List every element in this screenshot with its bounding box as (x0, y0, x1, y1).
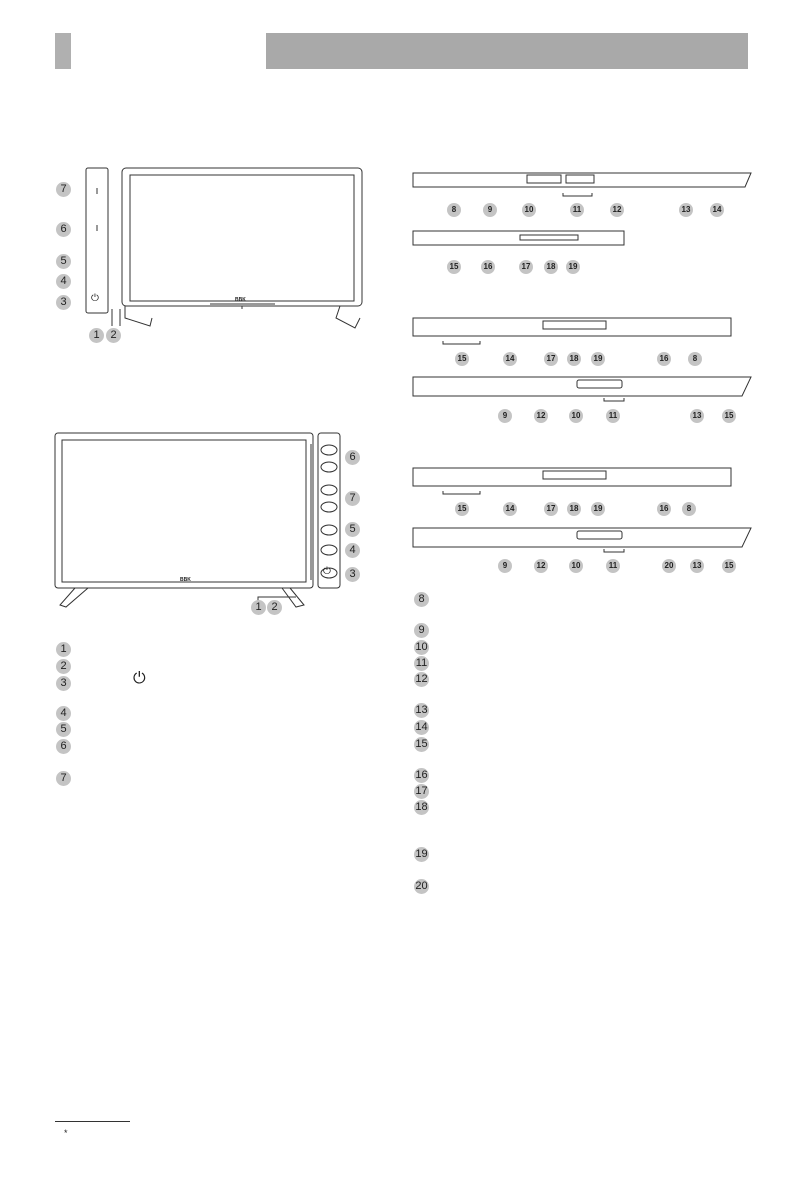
footnote-divider (55, 1121, 130, 1122)
callout-15: 15 (722, 559, 736, 573)
brand-logo-2: BBK (180, 577, 191, 583)
legend-item-2: 2 (56, 659, 71, 674)
callout-18: 18 (567, 502, 581, 516)
legend-item-1: 1 (56, 642, 71, 657)
callout-14: 14 (710, 203, 724, 217)
callout-18: 18 (567, 352, 581, 366)
callout-15: 15 (447, 260, 461, 274)
legend-item-12: 12 (415, 673, 428, 685)
legend-item-18: 18 (415, 801, 428, 813)
callout-15: 15 (455, 502, 469, 516)
callout-2: 2 (267, 600, 282, 615)
legend-item-9: 9 (414, 623, 429, 638)
callout-13: 13 (690, 559, 704, 573)
legend-item-20: 20 (415, 880, 428, 892)
callout-10: 10 (569, 409, 583, 423)
legend-item-19: 19 (415, 848, 428, 860)
callout-19: 19 (591, 502, 605, 516)
callout-14: 14 (503, 352, 517, 366)
power-icon-legend: ⏻ (133, 670, 146, 687)
side-panel-4b (413, 528, 751, 552)
brand-logo: BBK (235, 297, 246, 303)
callout-17: 17 (544, 352, 558, 366)
callout-3: 3 (345, 567, 360, 582)
callout-19: 19 (566, 260, 580, 274)
callout-7: 7 (56, 182, 71, 197)
legend-item-17: 17 (415, 785, 428, 797)
callout-12: 12 (534, 409, 548, 423)
callout-12: 12 (610, 203, 624, 217)
callout-6: 6 (56, 222, 71, 237)
tv-front-figure-1 (86, 168, 362, 328)
callout-5: 5 (345, 522, 360, 537)
callout-16: 16 (657, 352, 671, 366)
callout-13: 13 (679, 203, 693, 217)
tv-front-figure-2 (55, 433, 340, 607)
callout-11: 11 (606, 559, 620, 573)
legend-item-8: 8 (414, 592, 429, 607)
legend-item-6: 6 (56, 739, 71, 754)
callout-4: 4 (56, 274, 71, 289)
legend-item-11: 11 (415, 657, 428, 669)
legend-item-13: 13 (415, 704, 428, 716)
callout-18: 18 (544, 260, 558, 274)
callout-7: 7 (345, 491, 360, 506)
legend-item-5: 5 (56, 722, 71, 737)
callout-13: 13 (690, 409, 704, 423)
callout-4: 4 (345, 543, 360, 558)
legend-item-10: 10 (415, 641, 428, 653)
callout-15: 15 (455, 352, 469, 366)
side-panel-3b (413, 377, 751, 401)
callout-14: 14 (503, 502, 517, 516)
callout-2: 2 (106, 328, 121, 343)
callout-1: 1 (251, 600, 266, 615)
footnote-marker: * (64, 1128, 68, 1138)
callout-17: 17 (519, 260, 533, 274)
callout-16: 16 (657, 502, 671, 516)
callout-16: 16 (481, 260, 495, 274)
legend-item-14: 14 (415, 721, 428, 733)
power-icon-2: ⏻ (323, 566, 331, 577)
callout-15: 15 (722, 409, 736, 423)
legend-item-3: 3 (56, 676, 71, 691)
side-panel-1 (413, 173, 751, 196)
callout-19: 19 (591, 352, 605, 366)
legend-item-7: 7 (56, 771, 71, 786)
power-icon: ⏻ (91, 293, 99, 304)
callout-5: 5 (56, 254, 71, 269)
callout-17: 17 (544, 502, 558, 516)
callout-1: 1 (89, 328, 104, 343)
legend-item-15: 15 (415, 738, 428, 750)
side-panel-4a (413, 468, 731, 494)
callout-20: 20 (662, 559, 676, 573)
callout-11: 11 (606, 409, 620, 423)
callout-10: 10 (522, 203, 536, 217)
callout-8: 8 (447, 203, 461, 217)
legend-item-4: 4 (56, 706, 71, 721)
callout-3: 3 (56, 295, 71, 310)
legend-item-16: 16 (415, 769, 428, 781)
callout-9: 9 (498, 409, 512, 423)
side-panel-2 (413, 231, 624, 245)
callout-11: 11 (570, 203, 584, 217)
callout-12: 12 (534, 559, 548, 573)
side-panel-3a (413, 318, 731, 344)
callout-9: 9 (498, 559, 512, 573)
callout-8: 8 (688, 352, 702, 366)
callout-9: 9 (483, 203, 497, 217)
callout-6: 6 (345, 450, 360, 465)
callout-10: 10 (569, 559, 583, 573)
callout-8: 8 (682, 502, 696, 516)
